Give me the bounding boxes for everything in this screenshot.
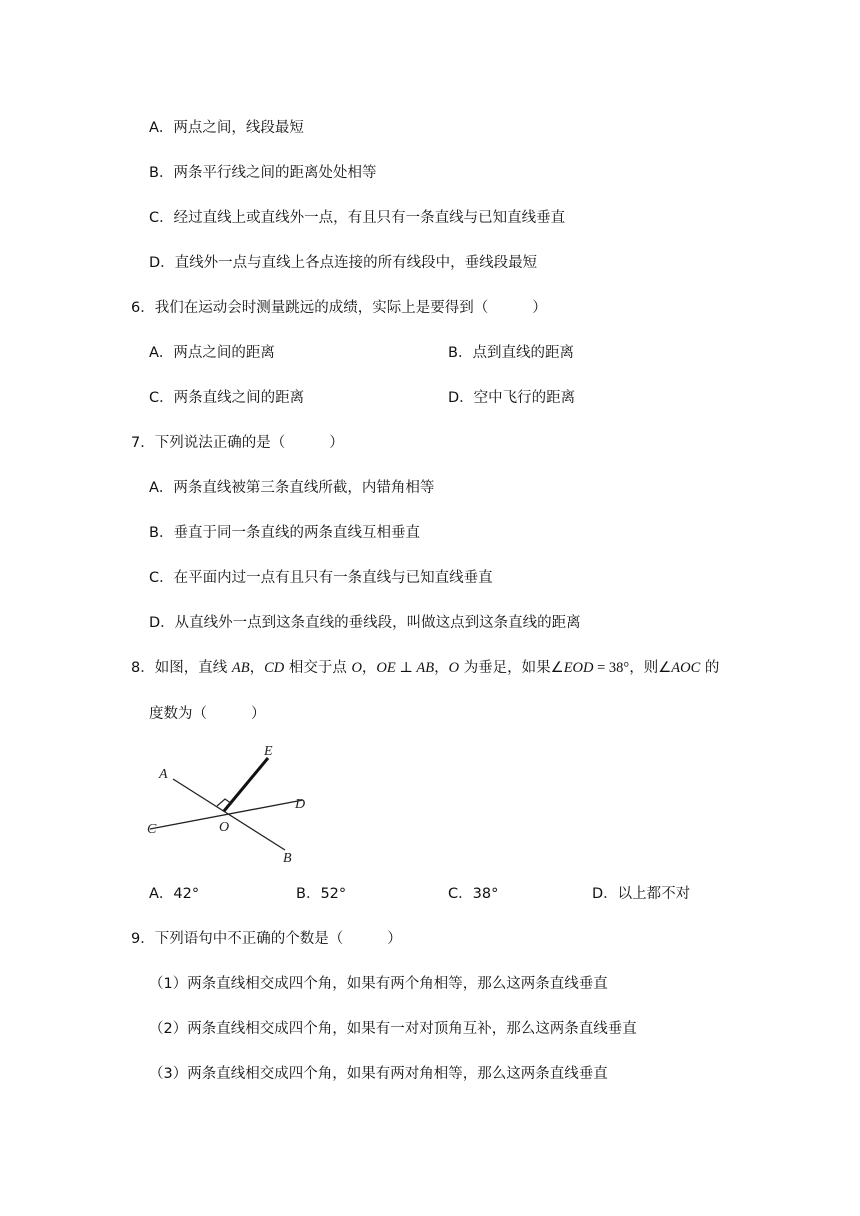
q8-stem-line-2	[149, 704, 266, 724]
q8-stem-line	[131, 658, 719, 678]
q8-point-o: O	[351, 660, 362, 676]
q6-option-d: D．空中飞行的距离	[448, 390, 576, 406]
q8-option-a: A．42°	[149, 886, 200, 902]
q8-text-3: 为垂足，如果∠	[463, 660, 564, 676]
label-o: O	[219, 820, 230, 835]
q9-close-paren: ）	[387, 931, 402, 947]
q7-stem: 7．下列说法正确的是（	[131, 435, 286, 451]
q5-option-a: A．两点之间，线段最短	[149, 120, 304, 136]
q9-statement-3: （3）两条直线相交成四个角，如果有两对角相等，那么这两条直线垂直	[149, 1066, 608, 1082]
q8-option-b: B．52°	[296, 886, 347, 902]
q5-option-d: D．直线外一点与直线上各点连接的所有线段中，垂线段最短	[149, 255, 538, 271]
q8-geometry-figure	[140, 738, 320, 870]
q6-option-a: A．两点之间的距离	[149, 345, 275, 361]
q8-comma-1: ，	[249, 660, 265, 676]
q5-option-b: B．两条平行线之间的距离处处相等	[149, 165, 377, 181]
label-c: C	[147, 822, 157, 837]
q7-option-c: C．在平面内过一点有且只有一条直线与已知直线垂直	[149, 570, 493, 586]
q8-line-ab: AB	[231, 660, 250, 676]
q8-angle-aoc: AOC	[671, 660, 701, 676]
q9-stem-line	[131, 929, 402, 949]
q8-text-2: 相交于点	[288, 660, 347, 676]
q6-stem: 6．我们在运动会时测量跳远的成绩，实际上是要得到（	[131, 300, 489, 316]
q7-option-a: A．两条直线被第三条直线所截，内错角相等	[149, 480, 435, 496]
q6-option-c: C．两条直线之间的距离	[149, 390, 305, 406]
q8-option-c: C．38°	[448, 886, 499, 902]
q6-stem-line	[131, 298, 547, 318]
q7-stem-line	[131, 433, 344, 453]
q8-line-cd: CD	[264, 660, 285, 676]
label-b: B	[283, 851, 292, 866]
q9-stem: 9．下列语句中不正确的个数是（	[131, 931, 344, 947]
q8-stem-2: 度数为（	[149, 706, 207, 722]
q8-angle-eod: EOD	[563, 660, 594, 676]
q6-close-paren: ）	[532, 300, 547, 316]
q8-angle-value: = 38°	[593, 660, 630, 676]
label-a: A	[159, 767, 168, 782]
q6-option-b: B．点到直线的距离	[448, 345, 574, 361]
line-ab	[173, 779, 285, 850]
q8-perpendicular-expr: OE ⊥ AB	[376, 660, 435, 676]
q8-text-4: ，则∠	[629, 660, 672, 676]
q9-statement-2: （2）两条直线相交成四个角，如果有一对对顶角互补，那么这两条直线垂直	[149, 1021, 637, 1037]
q9-statement-1: （1）两条直线相交成四个角，如果有两个角相等，那么这两条直线垂直	[149, 976, 608, 992]
label-d: D	[295, 797, 306, 812]
q8-text-1: 8．如图，直线	[131, 660, 228, 676]
q8-close-paren: ）	[251, 706, 266, 722]
q8-comma-2: ，	[361, 660, 377, 676]
q7-close-paren: ）	[329, 435, 344, 451]
q7-option-b: B．垂直于同一条直线的两条直线互相垂直	[149, 525, 420, 541]
q8-point-o-2: O	[448, 660, 460, 676]
q5-option-c: C．经过直线上或直线外一点，有且只有一条直线与已知直线垂直	[149, 210, 566, 226]
label-e: E	[264, 744, 273, 759]
q8-text-5: 的	[700, 660, 720, 676]
q7-option-d: D．从直线外一点到这条直线的垂线段，叫做这点到这条直线的距离	[149, 615, 581, 631]
q8-comma-3: ，	[434, 660, 449, 676]
q8-option-d: D．以上都不对	[592, 886, 691, 902]
